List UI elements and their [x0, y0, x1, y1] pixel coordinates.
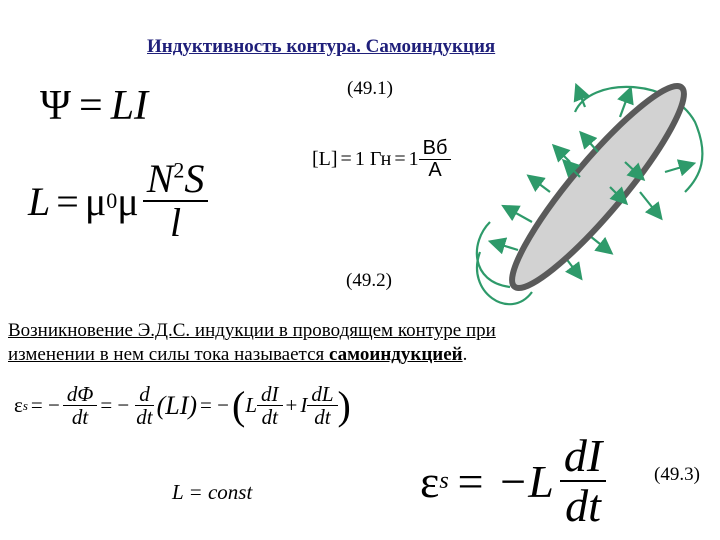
emf-frac-3-den: dt — [261, 405, 278, 429]
emf-frac-3-num: dI — [257, 383, 283, 406]
emf-L: L — [245, 393, 257, 417]
psi-rhs: LI — [110, 83, 149, 129]
eq-number-49-1: (49.1) — [347, 78, 393, 99]
psi-equals: = — [79, 83, 103, 129]
page-title: Индуктивность контура. Самоиндукция — [147, 36, 496, 57]
mu0-subscript: 0 — [106, 188, 118, 213]
unit-equals-2: = — [394, 148, 406, 170]
self-induction-paragraph — [8, 319, 718, 367]
formula-emf-final — [420, 432, 606, 531]
field-line-5 — [555, 147, 570, 162]
L-symbol: L — [28, 178, 51, 224]
field-line-6 — [530, 177, 550, 192]
formula-psi — [40, 82, 148, 130]
final-fraction-num: dI — [560, 432, 606, 482]
paragraph-line-1: Возникновение Э.Д.С. индукции в проводящем контуре при — [8, 320, 496, 341]
emf-eq-1: = − — [30, 393, 60, 417]
mu-symbol: μ — [117, 178, 139, 224]
unit-fraction — [419, 138, 452, 181]
emf-frac-1 — [63, 383, 98, 428]
field-line-2 — [620, 90, 630, 117]
final-subscript: s — [439, 467, 449, 494]
emf-frac-2 — [132, 383, 156, 428]
paragraph-end: . — [462, 344, 468, 365]
eq-number-49-2: (49.2) — [346, 270, 392, 291]
emf-I: I — [300, 393, 308, 417]
final-eps: ε — [420, 455, 440, 507]
final-fraction — [560, 432, 606, 531]
L-fraction-numerator — [143, 158, 209, 202]
emf-frac-4 — [307, 383, 337, 428]
formula-L-const: L = const — [172, 480, 253, 504]
emf-paren-LI: (LI) — [156, 390, 198, 420]
current-loop-ellipse — [495, 82, 702, 303]
emf-open-paren: ( — [231, 383, 246, 428]
unit-value: 1 Гн — [354, 148, 392, 170]
formula-emf-expansion — [14, 382, 351, 429]
unit-equals-1: = — [340, 148, 352, 170]
formula-inductance — [28, 158, 208, 244]
paragraph-line-2: изменении в нем силы тока называется — [8, 344, 330, 365]
emf-frac-1-den: dt — [71, 405, 89, 429]
field-line-12 — [582, 134, 598, 152]
coil-field-lines-diagram — [470, 82, 720, 312]
emf-frac-4-num: dL — [307, 383, 337, 406]
emf-subscript: s — [22, 397, 28, 413]
N-symbol: N — [146, 156, 174, 201]
psi-symbol: Ψ — [40, 83, 71, 129]
unit-bracket-L: [L] — [312, 148, 338, 170]
emf-frac-1-num: dΦ — [63, 383, 98, 406]
field-line-7 — [505, 207, 532, 222]
emf-frac-2-den: dt — [136, 405, 153, 429]
L-fraction — [143, 158, 209, 244]
field-line-11 — [640, 192, 660, 217]
emf-close-paren: ) — [337, 383, 351, 428]
unit-fraction-numerator: Вб — [419, 138, 452, 160]
emf-eq-2: = − — [100, 393, 130, 417]
field-line-8 — [492, 242, 518, 250]
emf-plus: + — [285, 393, 298, 417]
mu0-symbol: μ — [84, 178, 107, 224]
L-fraction-denominator: l — [170, 200, 182, 245]
emf-eps: ε — [14, 393, 23, 417]
emf-frac-4-den: dt — [314, 405, 331, 429]
field-line-4 — [665, 164, 692, 172]
S-symbol: S — [184, 156, 205, 201]
emf-frac-3 — [257, 383, 283, 428]
final-eq: = −L — [454, 455, 554, 507]
eq-number-49-3: (49.3) — [654, 464, 700, 485]
field-loop-outer-left — [477, 222, 510, 287]
formula-unit — [312, 138, 451, 181]
emf-frac-2-num: d — [135, 383, 154, 406]
unit-one: 1 — [408, 148, 419, 170]
final-fraction-den: dt — [565, 480, 601, 532]
paragraph-term: самоиндукцией — [329, 344, 463, 365]
emf-eq-3: = − — [200, 393, 229, 417]
L-equals: = — [56, 178, 79, 224]
unit-fraction-denominator: А — [428, 159, 442, 181]
N-exponent: 2 — [173, 157, 185, 183]
